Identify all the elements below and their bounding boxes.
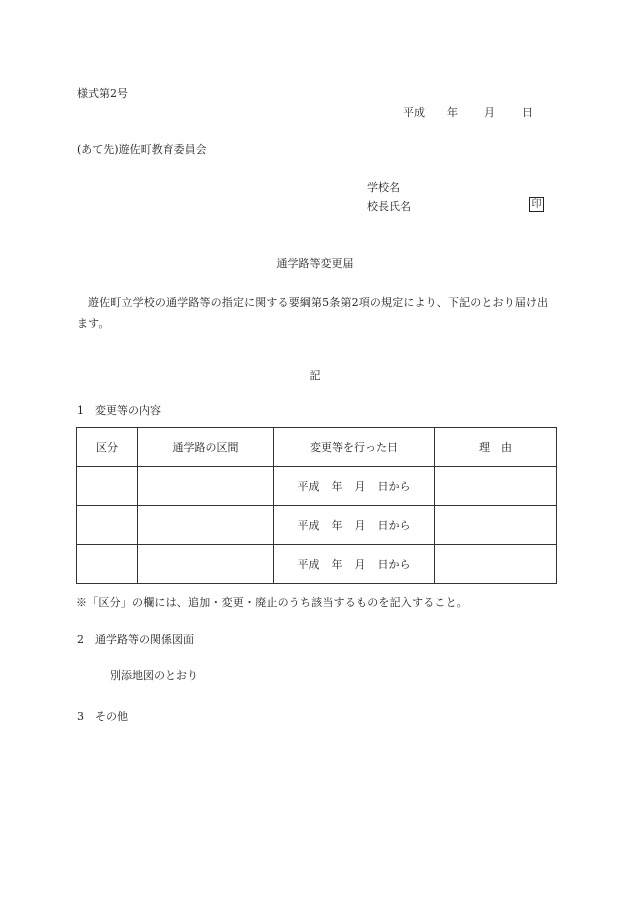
header-route-section: 通学路の区間 [138, 428, 274, 467]
date-day-unit: 日から [377, 480, 411, 493]
date-year-unit: 年 [331, 519, 343, 532]
route-section-cell[interactable] [138, 506, 274, 545]
seal-box: 印 [529, 197, 544, 212]
date-era: 平成 [297, 519, 320, 532]
date-era: 平成 [297, 480, 320, 493]
category-cell[interactable] [77, 467, 138, 506]
header-change-date: 変更等を行った日 [274, 428, 435, 467]
date-year-unit: 年 [331, 480, 343, 493]
addressee: (あて先)遊佐町教育委員会 [77, 143, 207, 156]
date-day-unit: 日から [377, 519, 411, 532]
change-date-cell[interactable] [274, 467, 435, 506]
table-row [77, 545, 557, 584]
ki-marker: 記 [309, 369, 321, 382]
form-number: 様式第2号 [77, 87, 128, 100]
change-date-cell[interactable] [274, 545, 435, 584]
date-era: 平成 [403, 106, 425, 119]
route-section-cell[interactable] [138, 467, 274, 506]
table-note: ※「区分」の欄には、追加・変更・廃止のうち該当するものを記入すること。 [76, 596, 468, 609]
table-row [77, 506, 557, 545]
reason-cell[interactable] [435, 506, 557, 545]
school-name-label: 学校名 [367, 181, 400, 194]
section-2-content: 別添地図のとおり [110, 669, 198, 682]
date-era: 平成 [297, 558, 320, 571]
reason-cell[interactable] [435, 467, 557, 506]
route-section-cell[interactable] [138, 545, 274, 584]
header-category: 区分 [77, 428, 138, 467]
date-month-unit: 月 [354, 558, 366, 571]
section-3-heading: 3 その他 [77, 710, 128, 723]
category-cell[interactable] [77, 506, 138, 545]
changes-table [76, 427, 557, 584]
date-month-unit: 月 [354, 519, 366, 532]
body-text: 遊佐町立学校の通学路等の指定に関する要綱第5条第2項の規定により、下記のとおり届け出ます。 [77, 296, 549, 330]
date-day-unit: 日 [522, 106, 533, 119]
date-month-unit: 月 [484, 106, 495, 119]
principal-name-label: 校長氏名 [367, 200, 411, 213]
table-header-row [77, 428, 557, 467]
date-year-unit: 年 [447, 106, 458, 119]
date-month-unit: 月 [354, 480, 366, 493]
section-2-heading: 2 通学路等の関係図面 [77, 633, 194, 646]
date-day-unit: 日から [377, 558, 411, 571]
section-1-heading: 1 変更等の内容 [77, 404, 161, 417]
submission-date [403, 107, 533, 118]
document-title: 通学路等変更届 [276, 257, 354, 270]
category-cell[interactable] [77, 545, 138, 584]
table-row [77, 467, 557, 506]
header-reason: 理 由 [435, 428, 557, 467]
change-date-cell[interactable] [274, 506, 435, 545]
date-year-unit: 年 [331, 558, 343, 571]
reason-cell[interactable] [435, 545, 557, 584]
